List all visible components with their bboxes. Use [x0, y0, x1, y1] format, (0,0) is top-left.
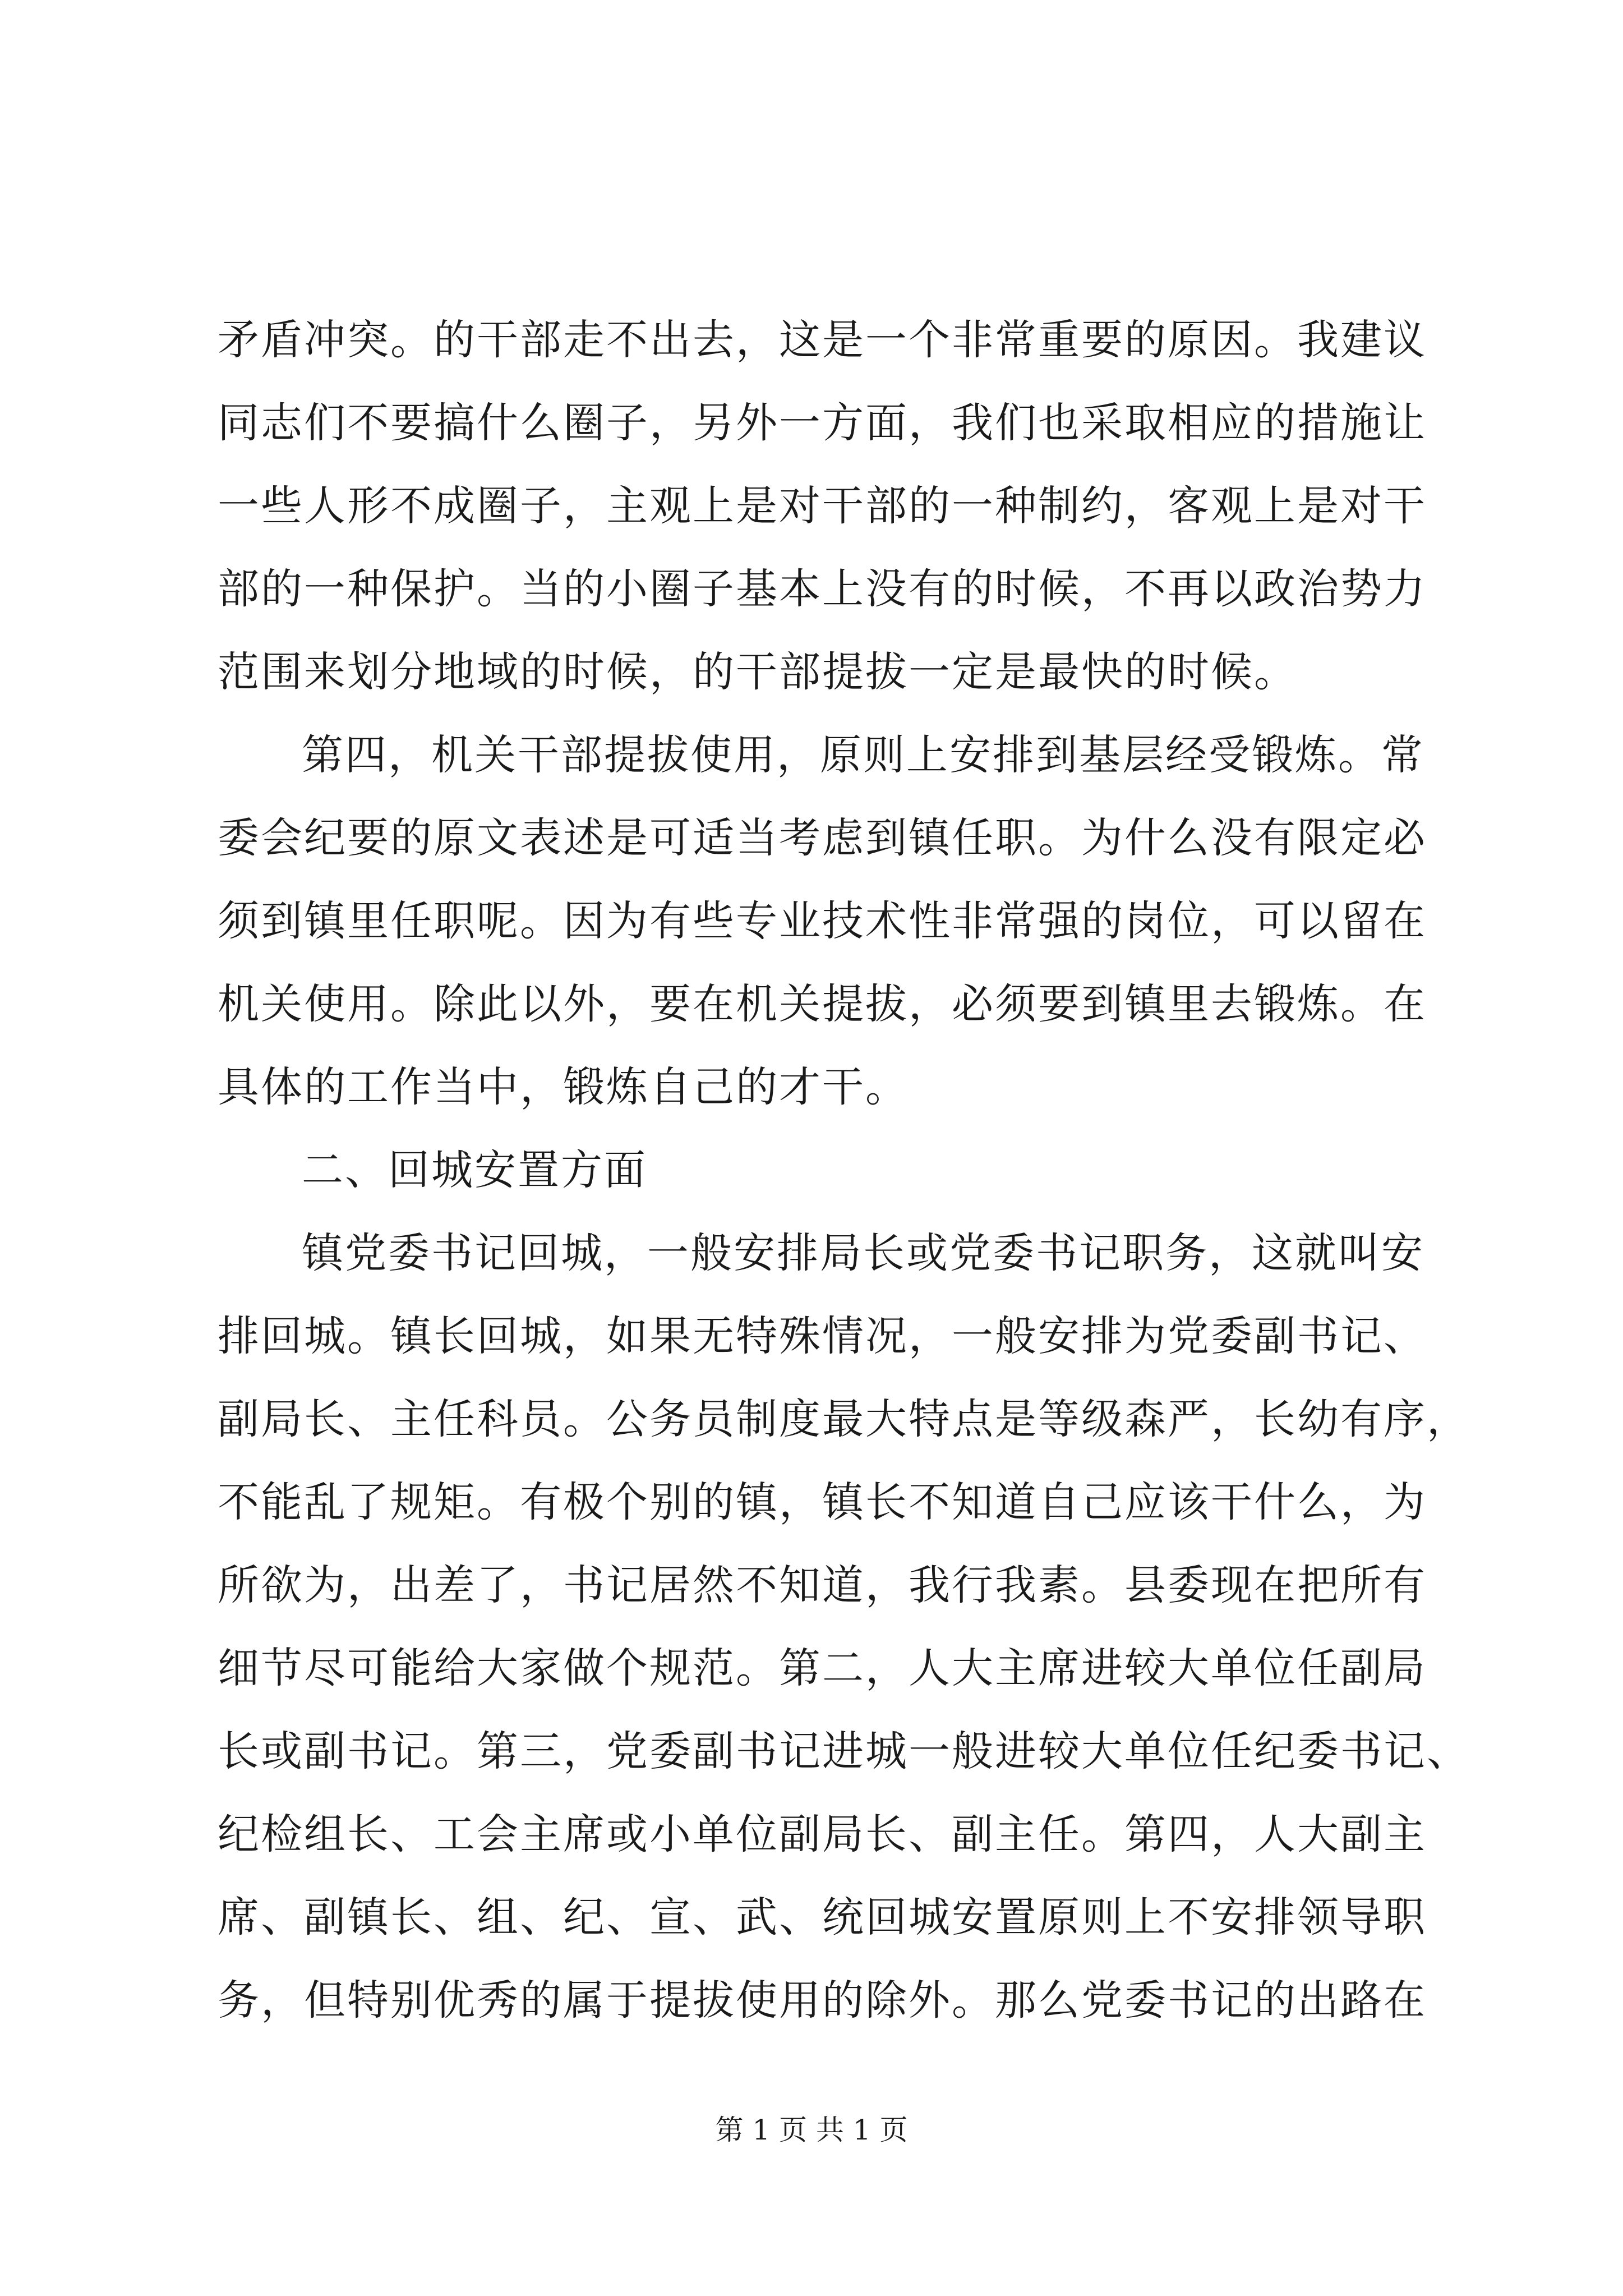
text-line: 长或副书记。第三，党委副书记进城一般进较大单位任纪委书记、: [218, 1727, 1470, 1775]
text-line: 部的一种保护。当的小圈子基本上没有的时候，不再以政治势力: [218, 565, 1427, 613]
text-line: 具体的工作当中，锻炼自己的才干。: [218, 1063, 909, 1111]
text-line: 细节尽可能给大家做个规范。第二，人大主席进较大单位任副局: [218, 1644, 1427, 1692]
text-line: 委会纪要的原文表述是可适当考虑到镇任职。为什么没有限定必: [218, 814, 1427, 862]
text-line: 所欲为，出差了，书记居然不知道，我行我素。县委现在把所有: [218, 1561, 1427, 1609]
text-line: 副局长、主任科员。公务员制度最大特点是等级森严，长幼有序，: [218, 1395, 1470, 1443]
text-line: 不能乱了规矩。有极个别的镇，镇长不知道自己应该干什么，为: [218, 1478, 1427, 1526]
page-footer: 第 1 页 共 1 页: [715, 2114, 908, 2146]
text-line: 纪检组长、工会主席或小单位副局长、副主任。第四，人大副主: [218, 1810, 1427, 1858]
text-line: 务，但特别优秀的属于提拔使用的除外。那么党委书记的出路在: [218, 1976, 1427, 2024]
text-line: 机关使用。除此以外，要在机关提拔，必须要到镇里去锻炼。在: [218, 980, 1427, 1028]
text-line: 排回城。镇长回城，如果无特殊情况，一般安排为党委副书记、: [218, 1312, 1427, 1360]
text-line: 一些人形不成圈子，主观上是对干部的一种制约，客观上是对干: [218, 482, 1427, 530]
text-line: 席、副镇长、组、纪、宣、武、统回城安置原则上不安排领导职: [218, 1893, 1427, 1941]
text-line: 矛盾冲突。的干部走不出去，这是一个非常重要的原因。我建议: [218, 316, 1427, 364]
text-line: 须到镇里任职呢。因为有些专业技术性非常强的岗位，可以留在: [218, 897, 1427, 945]
section-heading: 二、回城安置方面: [302, 1146, 647, 1194]
text-line: 范围来划分地域的时候，的干部提拔一定是最快的时候。: [218, 648, 1297, 696]
paragraph-start-line: 第四，机关干部提拔使用，原则上安排到基层经受锻炼。常: [302, 731, 1424, 779]
paragraph-start-line: 镇党委书记回城，一般安排局长或党委书记职务，这就叫安: [302, 1229, 1424, 1277]
text-line: 同志们不要搞什么圈子，另外一方面，我们也采取相应的措施让: [218, 399, 1427, 447]
